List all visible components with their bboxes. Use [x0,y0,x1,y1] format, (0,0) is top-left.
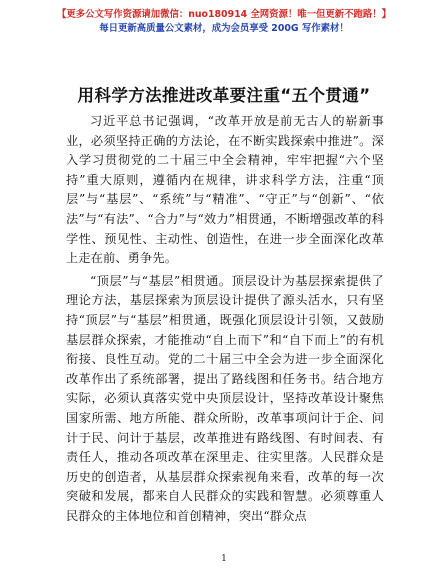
document-body [66,112,384,529]
promo-banner [0,8,448,36]
paragraph-intro: 习近平总书记强调，“改革开放是前无古人的崭新事业，必须坚持正确的方法论，在不断实践探索中推进”。深入学习贯彻党的二十届三中全会精神，牢牢把握“六个坚持”重大原则，遵循内在规律，讲求科学方法，注重“顶层”与“基层”、“系统”与“精准”、“守正”与“创新”、“依法”与“有法”、“合力”与“效力”相贯通，不断增强改革的科学性、预见性、主动性、创造性，在进一步全面深化改革上走在前、勇争先。 [66,114,384,266]
page-number: 1 [221,554,227,564]
document-title: 用科学方法推进改革要注重“五个贯通” [77,86,371,105]
promo-line-wechat: 【更多公文写作资源请加微信：nuo180914 全网资源！唯一但更新不跑路！】 [56,9,392,20]
promo-line-membership: 每日更新高质量公文素材，成为会员享受 200G 写作素材！ [99,23,349,34]
paragraph-top-level-and-grassroots: “顶层”与“基层”相贯通。顶层设计为基层探索提供了理论方法，基层探索为顶层设计提供了源头活水，只有坚持“顶层”与“基层”相贯通，既强化顶层设计引领，又鼓励基层群众探索，才能推动“自上而下”和“自下而上”的有机衔接、良性互动。党的二十届三中全会为进一步全面深化改革作出了系统部署，提出了路线图和任务书。结合地方实际，必须认真落实党中央顶层设计，坚持改革设计聚焦国家所需、地方所能、群众所盼，改革事项问计于企、问计于民、问计于基层，改革推进有路线图、有时间表、有责任人，推动各项改革在深里走、往实里落。人民群众是历史的创造者，从基层群众探索视角来看，改革的每一次突破和发展，都来自人民群众的实践和智慧。必须尊重人民群众的主体地位和首创精神，突出“群众点 [66,273,384,523]
